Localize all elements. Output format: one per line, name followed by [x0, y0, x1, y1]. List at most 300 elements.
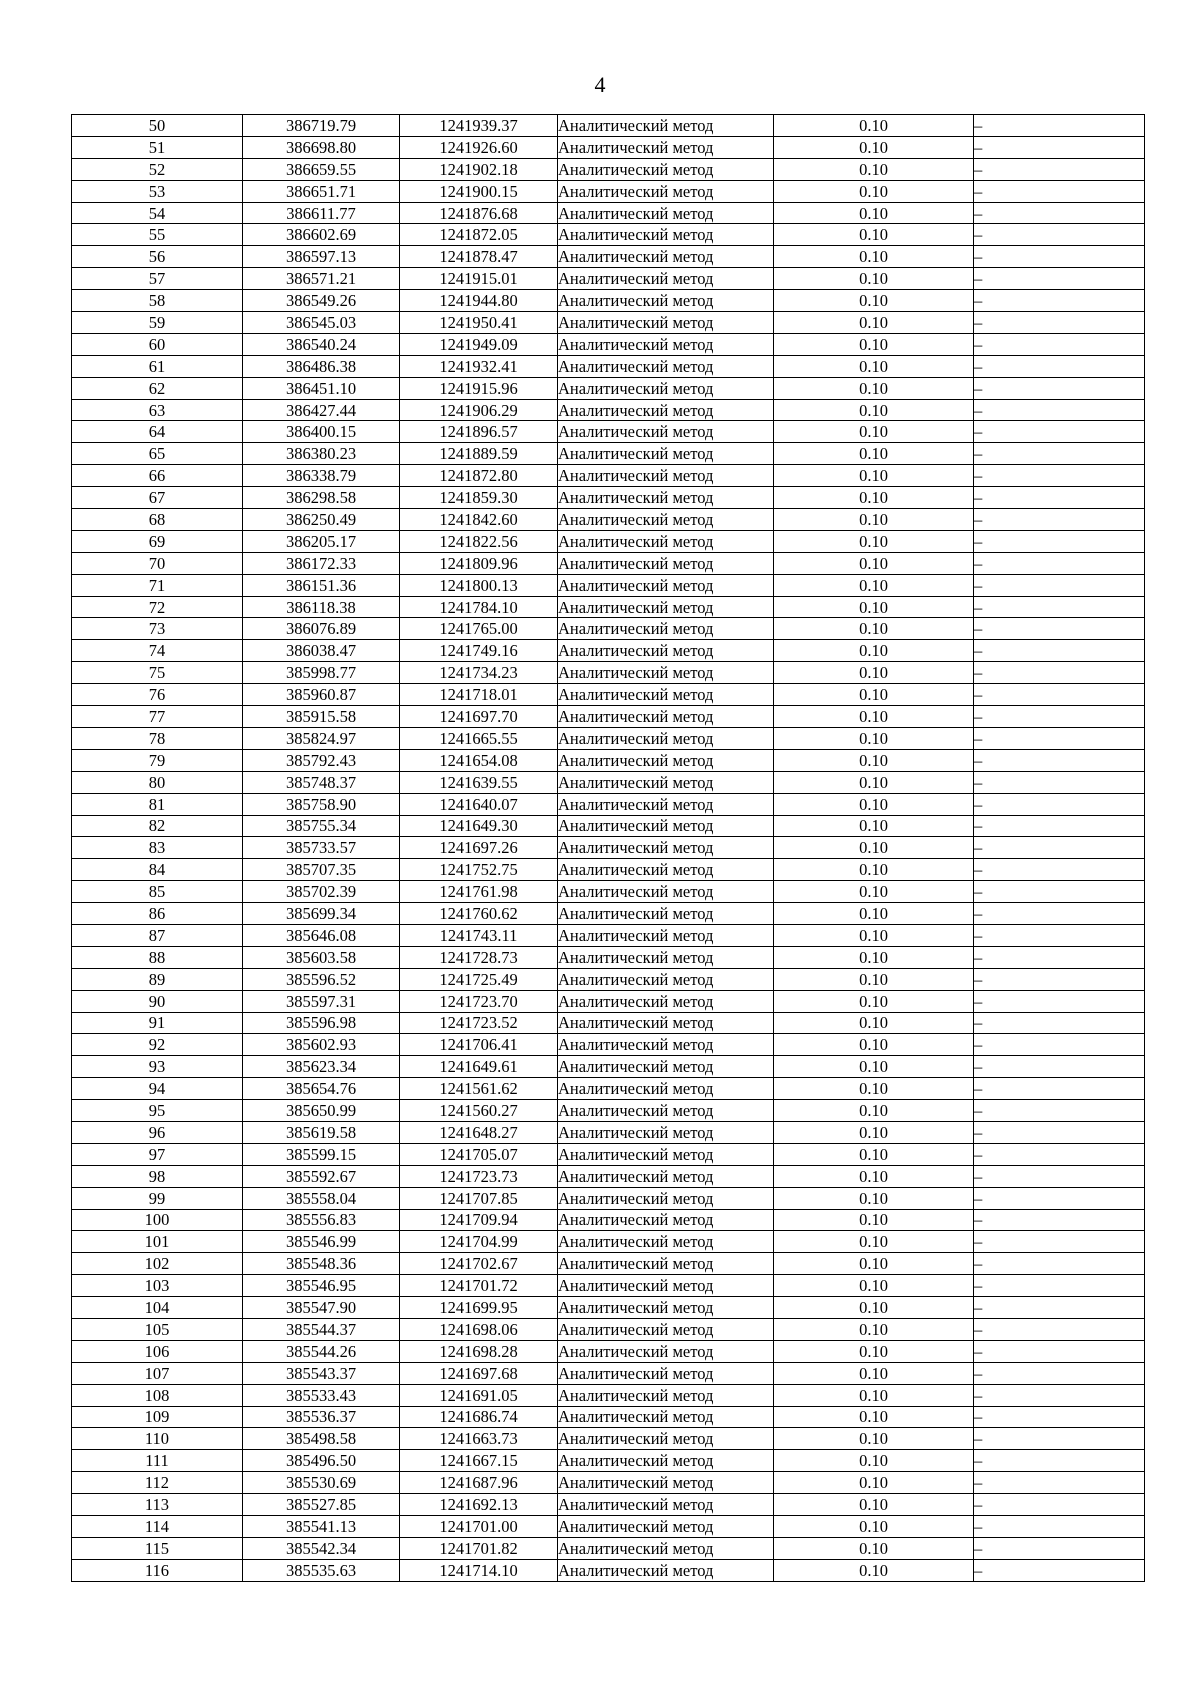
description-cell: – — [974, 1275, 1145, 1297]
x-coordinate-cell: 386611.77 — [243, 202, 400, 224]
point-number-cell: 109 — [72, 1406, 243, 1428]
table-row — [72, 662, 1145, 684]
accuracy-cell: 0.10 — [774, 881, 974, 903]
method-cell: Аналитический метод — [558, 574, 774, 596]
point-number-cell: 52 — [72, 158, 243, 180]
x-coordinate-cell: 385544.37 — [243, 1318, 400, 1340]
accuracy-cell: 0.10 — [774, 1275, 974, 1297]
table-row — [72, 1056, 1145, 1078]
method-cell: Аналитический метод — [558, 1253, 774, 1275]
point-number-cell: 107 — [72, 1362, 243, 1384]
accuracy-cell: 0.10 — [774, 290, 974, 312]
table-row — [72, 1121, 1145, 1143]
point-number-cell: 101 — [72, 1231, 243, 1253]
accuracy-cell: 0.10 — [774, 1297, 974, 1319]
table-row — [72, 1143, 1145, 1165]
point-number-cell: 115 — [72, 1537, 243, 1559]
x-coordinate-cell: 385960.87 — [243, 684, 400, 706]
point-number-cell: 87 — [72, 924, 243, 946]
accuracy-cell: 0.10 — [774, 246, 974, 268]
point-number-cell: 116 — [72, 1559, 243, 1581]
accuracy-cell: 0.10 — [774, 530, 974, 552]
method-cell: Аналитический метод — [558, 1056, 774, 1078]
method-cell: Аналитический метод — [558, 924, 774, 946]
table-row — [72, 333, 1145, 355]
accuracy-cell: 0.10 — [774, 224, 974, 246]
y-coordinate-cell: 1241761.98 — [400, 881, 558, 903]
point-number-cell: 94 — [72, 1078, 243, 1100]
y-coordinate-cell: 1241654.08 — [400, 749, 558, 771]
method-cell: Аналитический метод — [558, 1406, 774, 1428]
table-row — [72, 1340, 1145, 1362]
point-number-cell: 91 — [72, 1012, 243, 1034]
description-cell: – — [974, 180, 1145, 202]
method-cell: Аналитический метод — [558, 1450, 774, 1472]
method-cell: Аналитический метод — [558, 421, 774, 443]
table-row — [72, 1275, 1145, 1297]
point-number-cell: 65 — [72, 443, 243, 465]
description-cell: – — [974, 990, 1145, 1012]
y-coordinate-cell: 1241714.10 — [400, 1559, 558, 1581]
accuracy-cell: 0.10 — [774, 771, 974, 793]
y-coordinate-cell: 1241915.96 — [400, 377, 558, 399]
accuracy-cell: 0.10 — [774, 1078, 974, 1100]
x-coordinate-cell: 386298.58 — [243, 487, 400, 509]
description-cell: – — [974, 1472, 1145, 1494]
description-cell: – — [974, 509, 1145, 531]
method-cell: Аналитический метод — [558, 727, 774, 749]
table-row — [72, 793, 1145, 815]
point-number-cell: 59 — [72, 312, 243, 334]
accuracy-cell: 0.10 — [774, 1034, 974, 1056]
accuracy-cell: 0.10 — [774, 312, 974, 334]
method-cell: Аналитический метод — [558, 509, 774, 531]
x-coordinate-cell: 385824.97 — [243, 727, 400, 749]
method-cell: Аналитический метод — [558, 202, 774, 224]
y-coordinate-cell: 1241939.37 — [400, 115, 558, 137]
table-row — [72, 1472, 1145, 1494]
accuracy-cell: 0.10 — [774, 684, 974, 706]
description-cell: – — [974, 815, 1145, 837]
point-number-cell: 64 — [72, 421, 243, 443]
method-cell: Аналитический метод — [558, 1100, 774, 1122]
point-number-cell: 86 — [72, 903, 243, 925]
description-cell: – — [974, 1121, 1145, 1143]
coordinates-table-body — [72, 115, 1145, 1582]
accuracy-cell: 0.10 — [774, 115, 974, 137]
table-row — [72, 968, 1145, 990]
method-cell: Аналитический метод — [558, 946, 774, 968]
x-coordinate-cell: 385496.50 — [243, 1450, 400, 1472]
x-coordinate-cell: 385699.34 — [243, 903, 400, 925]
x-coordinate-cell: 385597.31 — [243, 990, 400, 1012]
accuracy-cell: 0.10 — [774, 1537, 974, 1559]
y-coordinate-cell: 1241698.06 — [400, 1318, 558, 1340]
y-coordinate-cell: 1241704.99 — [400, 1231, 558, 1253]
y-coordinate-cell: 1241686.74 — [400, 1406, 558, 1428]
x-coordinate-cell: 385544.26 — [243, 1340, 400, 1362]
x-coordinate-cell: 386540.24 — [243, 333, 400, 355]
point-number-cell: 100 — [72, 1209, 243, 1231]
description-cell: – — [974, 1318, 1145, 1340]
table-row — [72, 377, 1145, 399]
table-row — [72, 530, 1145, 552]
table-row — [72, 312, 1145, 334]
table-row — [72, 749, 1145, 771]
method-cell: Аналитический метод — [558, 837, 774, 859]
description-cell: – — [974, 136, 1145, 158]
description-cell: – — [974, 1362, 1145, 1384]
point-number-cell: 67 — [72, 487, 243, 509]
table-row — [72, 158, 1145, 180]
method-cell: Аналитический метод — [558, 552, 774, 574]
x-coordinate-cell: 386151.36 — [243, 574, 400, 596]
description-cell: – — [974, 202, 1145, 224]
point-number-cell: 56 — [72, 246, 243, 268]
y-coordinate-cell: 1241723.73 — [400, 1165, 558, 1187]
accuracy-cell: 0.10 — [774, 968, 974, 990]
x-coordinate-cell: 386719.79 — [243, 115, 400, 137]
y-coordinate-cell: 1241697.70 — [400, 706, 558, 728]
table-row — [72, 487, 1145, 509]
method-cell: Аналитический метод — [558, 662, 774, 684]
y-coordinate-cell: 1241872.05 — [400, 224, 558, 246]
table-row — [72, 115, 1145, 137]
method-cell: Аналитический метод — [558, 903, 774, 925]
description-cell: – — [974, 333, 1145, 355]
accuracy-cell: 0.10 — [774, 837, 974, 859]
point-number-cell: 78 — [72, 727, 243, 749]
table-row — [72, 1384, 1145, 1406]
x-coordinate-cell: 386118.38 — [243, 596, 400, 618]
point-number-cell: 57 — [72, 268, 243, 290]
method-cell: Аналитический метод — [558, 224, 774, 246]
accuracy-cell: 0.10 — [774, 859, 974, 881]
method-cell: Аналитический метод — [558, 180, 774, 202]
point-number-cell: 83 — [72, 837, 243, 859]
table-row — [72, 1034, 1145, 1056]
point-number-cell: 50 — [72, 115, 243, 137]
y-coordinate-cell: 1241760.62 — [400, 903, 558, 925]
accuracy-cell: 0.10 — [774, 1472, 974, 1494]
point-number-cell: 70 — [72, 552, 243, 574]
method-cell: Аналитический метод — [558, 793, 774, 815]
accuracy-cell: 0.10 — [774, 1165, 974, 1187]
point-number-cell: 113 — [72, 1494, 243, 1516]
point-number-cell: 96 — [72, 1121, 243, 1143]
x-coordinate-cell: 385546.95 — [243, 1275, 400, 1297]
description-cell: – — [974, 881, 1145, 903]
table-row — [72, 246, 1145, 268]
method-cell: Аналитический метод — [558, 618, 774, 640]
x-coordinate-cell: 385498.58 — [243, 1428, 400, 1450]
description-cell: – — [974, 903, 1145, 925]
y-coordinate-cell: 1241697.68 — [400, 1362, 558, 1384]
table-row — [72, 1012, 1145, 1034]
method-cell: Аналитический метод — [558, 136, 774, 158]
point-number-cell: 90 — [72, 990, 243, 1012]
table-row — [72, 1559, 1145, 1581]
method-cell: Аналитический метод — [558, 990, 774, 1012]
description-cell: – — [974, 968, 1145, 990]
description-cell: – — [974, 727, 1145, 749]
method-cell: Аналитический метод — [558, 246, 774, 268]
accuracy-cell: 0.10 — [774, 136, 974, 158]
x-coordinate-cell: 385530.69 — [243, 1472, 400, 1494]
x-coordinate-cell: 386651.71 — [243, 180, 400, 202]
x-coordinate-cell: 385602.93 — [243, 1034, 400, 1056]
accuracy-cell: 0.10 — [774, 333, 974, 355]
point-number-cell: 55 — [72, 224, 243, 246]
point-number-cell: 75 — [72, 662, 243, 684]
table-row — [72, 924, 1145, 946]
description-cell: – — [974, 552, 1145, 574]
method-cell: Аналитический метод — [558, 158, 774, 180]
point-number-cell: 89 — [72, 968, 243, 990]
description-cell: – — [974, 662, 1145, 684]
table-row — [72, 990, 1145, 1012]
table-row — [72, 1494, 1145, 1516]
table-row — [72, 552, 1145, 574]
point-number-cell: 62 — [72, 377, 243, 399]
y-coordinate-cell: 1241707.85 — [400, 1187, 558, 1209]
x-coordinate-cell: 385707.35 — [243, 859, 400, 881]
table-row — [72, 399, 1145, 421]
y-coordinate-cell: 1241728.73 — [400, 946, 558, 968]
x-coordinate-cell: 386451.10 — [243, 377, 400, 399]
table-row — [72, 837, 1145, 859]
y-coordinate-cell: 1241896.57 — [400, 421, 558, 443]
table-row — [72, 706, 1145, 728]
x-coordinate-cell: 385915.58 — [243, 706, 400, 728]
accuracy-cell: 0.10 — [774, 158, 974, 180]
table-row — [72, 574, 1145, 596]
table-row — [72, 771, 1145, 793]
description-cell: – — [974, 924, 1145, 946]
description-cell: – — [974, 246, 1145, 268]
y-coordinate-cell: 1241687.96 — [400, 1472, 558, 1494]
method-cell: Аналитический метод — [558, 115, 774, 137]
method-cell: Аналитический метод — [558, 290, 774, 312]
y-coordinate-cell: 1241915.01 — [400, 268, 558, 290]
table-row — [72, 684, 1145, 706]
description-cell: – — [974, 377, 1145, 399]
point-number-cell: 102 — [72, 1253, 243, 1275]
y-coordinate-cell: 1241872.80 — [400, 465, 558, 487]
point-number-cell: 104 — [72, 1297, 243, 1319]
description-cell: – — [974, 1559, 1145, 1581]
y-coordinate-cell: 1241889.59 — [400, 443, 558, 465]
x-coordinate-cell: 386400.15 — [243, 421, 400, 443]
y-coordinate-cell: 1241649.30 — [400, 815, 558, 837]
accuracy-cell: 0.10 — [774, 1231, 974, 1253]
accuracy-cell: 0.10 — [774, 1121, 974, 1143]
method-cell: Аналитический метод — [558, 1034, 774, 1056]
y-coordinate-cell: 1241663.73 — [400, 1428, 558, 1450]
description-cell: – — [974, 1100, 1145, 1122]
y-coordinate-cell: 1241706.41 — [400, 1034, 558, 1056]
x-coordinate-cell: 385527.85 — [243, 1494, 400, 1516]
y-coordinate-cell: 1241701.82 — [400, 1537, 558, 1559]
method-cell: Аналитический метод — [558, 1559, 774, 1581]
y-coordinate-cell: 1241878.47 — [400, 246, 558, 268]
description-cell: – — [974, 1056, 1145, 1078]
x-coordinate-cell: 385998.77 — [243, 662, 400, 684]
accuracy-cell: 0.10 — [774, 1318, 974, 1340]
point-number-cell: 74 — [72, 640, 243, 662]
y-coordinate-cell: 1241950.41 — [400, 312, 558, 334]
description-cell: – — [974, 1384, 1145, 1406]
point-number-cell: 81 — [72, 793, 243, 815]
y-coordinate-cell: 1241932.41 — [400, 355, 558, 377]
description-cell: – — [974, 1494, 1145, 1516]
method-cell: Аналитический метод — [558, 1275, 774, 1297]
x-coordinate-cell: 385650.99 — [243, 1100, 400, 1122]
x-coordinate-cell: 385733.57 — [243, 837, 400, 859]
method-cell: Аналитический метод — [558, 1209, 774, 1231]
x-coordinate-cell: 386602.69 — [243, 224, 400, 246]
table-row — [72, 509, 1145, 531]
x-coordinate-cell: 385755.34 — [243, 815, 400, 837]
point-number-cell: 68 — [72, 509, 243, 531]
method-cell: Аналитический метод — [558, 815, 774, 837]
x-coordinate-cell: 386250.49 — [243, 509, 400, 531]
table-row — [72, 290, 1145, 312]
description-cell: – — [974, 1450, 1145, 1472]
y-coordinate-cell: 1241698.28 — [400, 1340, 558, 1362]
accuracy-cell: 0.10 — [774, 1362, 974, 1384]
description-cell: – — [974, 1516, 1145, 1538]
point-number-cell: 88 — [72, 946, 243, 968]
x-coordinate-cell: 386338.79 — [243, 465, 400, 487]
table-row — [72, 1078, 1145, 1100]
x-coordinate-cell: 385599.15 — [243, 1143, 400, 1165]
x-coordinate-cell: 386486.38 — [243, 355, 400, 377]
x-coordinate-cell: 386545.03 — [243, 312, 400, 334]
point-number-cell: 53 — [72, 180, 243, 202]
method-cell: Аналитический метод — [558, 465, 774, 487]
description-cell: – — [974, 1537, 1145, 1559]
table-row — [72, 596, 1145, 618]
x-coordinate-cell: 385547.90 — [243, 1297, 400, 1319]
table-row — [72, 727, 1145, 749]
y-coordinate-cell: 1241560.27 — [400, 1100, 558, 1122]
x-coordinate-cell: 386380.23 — [243, 443, 400, 465]
table-row — [72, 180, 1145, 202]
accuracy-cell: 0.10 — [774, 1340, 974, 1362]
point-number-cell: 93 — [72, 1056, 243, 1078]
table-row — [72, 1231, 1145, 1253]
table-row — [72, 1297, 1145, 1319]
description-cell: – — [974, 640, 1145, 662]
accuracy-cell: 0.10 — [774, 509, 974, 531]
point-number-cell: 103 — [72, 1275, 243, 1297]
y-coordinate-cell: 1241649.61 — [400, 1056, 558, 1078]
method-cell: Аналитический метод — [558, 1165, 774, 1187]
point-number-cell: 69 — [72, 530, 243, 552]
description-cell: – — [974, 224, 1145, 246]
method-cell: Аналитический метод — [558, 355, 774, 377]
table-row — [72, 859, 1145, 881]
table-row — [72, 1450, 1145, 1472]
accuracy-cell: 0.10 — [774, 268, 974, 290]
point-number-cell: 77 — [72, 706, 243, 728]
table-row — [72, 1187, 1145, 1209]
point-number-cell: 112 — [72, 1472, 243, 1494]
description-cell: – — [974, 421, 1145, 443]
method-cell: Аналитический метод — [558, 1143, 774, 1165]
y-coordinate-cell: 1241723.52 — [400, 1012, 558, 1034]
y-coordinate-cell: 1241648.27 — [400, 1121, 558, 1143]
table-row — [72, 815, 1145, 837]
x-coordinate-cell: 386172.33 — [243, 552, 400, 574]
accuracy-cell: 0.10 — [774, 596, 974, 618]
method-cell: Аналитический метод — [558, 312, 774, 334]
y-coordinate-cell: 1241859.30 — [400, 487, 558, 509]
accuracy-cell: 0.10 — [774, 793, 974, 815]
description-cell: – — [974, 1231, 1145, 1253]
description-cell: – — [974, 706, 1145, 728]
description-cell: – — [974, 596, 1145, 618]
accuracy-cell: 0.10 — [774, 487, 974, 509]
point-number-cell: 114 — [72, 1516, 243, 1538]
point-number-cell: 54 — [72, 202, 243, 224]
method-cell: Аналитический метод — [558, 596, 774, 618]
accuracy-cell: 0.10 — [774, 1428, 974, 1450]
x-coordinate-cell: 386076.89 — [243, 618, 400, 640]
y-coordinate-cell: 1241702.67 — [400, 1253, 558, 1275]
accuracy-cell: 0.10 — [774, 421, 974, 443]
y-coordinate-cell: 1241701.72 — [400, 1275, 558, 1297]
method-cell: Аналитический метод — [558, 1494, 774, 1516]
description-cell: – — [974, 684, 1145, 706]
x-coordinate-cell: 386597.13 — [243, 246, 400, 268]
description-cell: – — [974, 1165, 1145, 1187]
x-coordinate-cell: 386427.44 — [243, 399, 400, 421]
table-row — [72, 1100, 1145, 1122]
description-cell: – — [974, 1143, 1145, 1165]
accuracy-cell: 0.10 — [774, 924, 974, 946]
description-cell: – — [974, 355, 1145, 377]
method-cell: Аналитический метод — [558, 771, 774, 793]
point-number-cell: 72 — [72, 596, 243, 618]
method-cell: Аналитический метод — [558, 487, 774, 509]
table-row — [72, 1428, 1145, 1450]
accuracy-cell: 0.10 — [774, 1450, 974, 1472]
method-cell: Аналитический метод — [558, 1318, 774, 1340]
accuracy-cell: 0.10 — [774, 990, 974, 1012]
point-number-cell: 84 — [72, 859, 243, 881]
point-number-cell: 95 — [72, 1100, 243, 1122]
accuracy-cell: 0.10 — [774, 640, 974, 662]
description-cell: – — [974, 946, 1145, 968]
x-coordinate-cell: 385541.13 — [243, 1516, 400, 1538]
table-row — [72, 1537, 1145, 1559]
description-cell: – — [974, 399, 1145, 421]
table-row — [72, 465, 1145, 487]
table-row — [72, 1406, 1145, 1428]
description-cell: – — [974, 487, 1145, 509]
description-cell: – — [974, 115, 1145, 137]
method-cell: Аналитический метод — [558, 684, 774, 706]
accuracy-cell: 0.10 — [774, 618, 974, 640]
point-number-cell: 99 — [72, 1187, 243, 1209]
accuracy-cell: 0.10 — [774, 399, 974, 421]
accuracy-cell: 0.10 — [774, 1187, 974, 1209]
table-row — [72, 421, 1145, 443]
description-cell: – — [974, 268, 1145, 290]
x-coordinate-cell: 385654.76 — [243, 1078, 400, 1100]
